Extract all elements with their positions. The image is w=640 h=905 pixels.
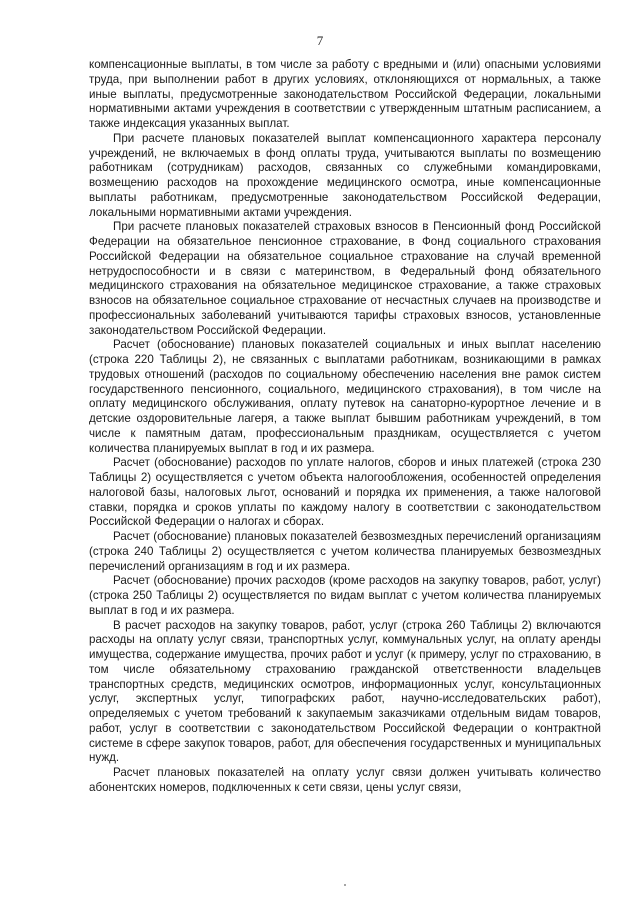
paragraph-gratuitous-transfers: Расчет (обоснование) плановых показателей безвозмездных перечислений организациям (строка 240 Таблицы 2) осуществляется с учетом количества планируемых безвозмездных перечислений организациям в год и их размера. — [89, 530, 601, 573]
paragraph-compensation-payments: компенсационные выплаты, в том числе за работу с вредными и (или) опасными условиями труда, при выполнении работ в других условиях, отклоняющихся от нормальных, а также иные выплаты, предусмотренные законодательством Российской Федерации, локальными нормативными актами учреждения в соответствии с утвержденным штатным расписанием, а также индексация указанных выплат. — [89, 58, 601, 130]
paragraph-other-expenses: Расчет (обоснование) прочих расходов (кроме расходов на закупку товаров, работ, услуг) (строка 250 Таблицы 2) осуществляется по видам выплат с учетом количества планируемых выплат в год и их размера. — [89, 574, 601, 617]
paragraph-social-payments: Расчет (обоснование) плановых показателей социальных и иных выплат населению (строка 220 Таблицы 2), не связанных с выплатами работникам, возникающими в рамках трудовых отношений (расходов по социальному обеспечению населения вне рамок систем государственного пенсионного, социального, медицинского страхования), в том числе на оплату медицинского обслуживания, оплату путевок на санаторно-курортное лечение и в детские оздоровительные лагеря, а также выплат бывшим работникам учреждений, в том числе к памятным датам, профессиональным праздникам, осуществляется с учетом количества планируемых выплат в год и их размера. — [89, 338, 601, 455]
paragraph-insurance-contributions: При расчете плановых показателей страховых взносов в Пенсионный фонд Российской Федерации на обязательное пенсионное страхование, в Фонд социального страхования Российской Федерации на обязательное социальное страхование на случай временной нетрудоспособности и в связи с материнством, в Федеральный фонд обязательного медицинского страхования на обязательное медицинское страхование, а также страховых взносов на обязательное социальное страхование от несчастных случаев на производстве и профессиональных заболеваний учитываются тарифы страховых взносов, установленные законодательством Российской Федерации. — [89, 220, 601, 337]
paragraph-procurement: В расчет расходов на закупку товаров, работ, услуг (строка 260 Таблицы 2) включаются расходы на оплату услуг связи, транспортных услуг, коммунальных услуг, на оплату аренды имущества, содержание имущества, прочих работ и услуг (к примеру, услуг по страхованию, в том числе обязательному страхованию гражданской ответственности владельцев транспортных средств, медицинских осмотров, информационных услуг, консультационных услуг, экспертных услуг, типографских работ, научно-исследовательских работ), определяемых с учетом требований к закупаемым заказчиками отдельным видам товаров, работ, услуг в соответствии с законодательством Российской Федерации о контрактной системе в сфере закупок товаров, работ, для обеспечения государственных и муниципальных нужд. — [89, 618, 601, 765]
paragraph-taxes-fees: Расчет (обоснование) расходов по уплате налогов, сборов и иных платежей (строка 230 Таблицы 2) осуществляется с учетом объекта налогообложения, особенностей определения налоговой базы, налоговых льгот, оснований и порядка их применения, а также налоговой ставки, порядка и сроков уплаты по каждому налогу в соответствии с законодательством Российской Федерации о налогах и сборах. — [89, 456, 601, 529]
page-number: 7 — [316, 33, 324, 48]
paragraph-communication-services: Расчет плановых показателей на оплату услуг связи должен учитывать количество абонентских номеров, подключенных к сети связи, цены услуг связи, — [89, 766, 601, 794]
document-body — [89, 58, 601, 796]
paragraph-non-wage-compensation: При расчете плановых показателей выплат компенсационного характера персоналу учреждений, не включаемых в фонд оплаты труда, учитываются выплаты по возмещению работникам (сотрудникам) расходов, связанных со служебными командировками, возмещению расходов на прохождение медицинского осмотра, иные компенсационные выплаты работникам, предусмотренные законодательством Российской Федерации, локальными нормативными актами учреждения. — [89, 131, 601, 219]
scan-speck — [344, 884, 346, 886]
